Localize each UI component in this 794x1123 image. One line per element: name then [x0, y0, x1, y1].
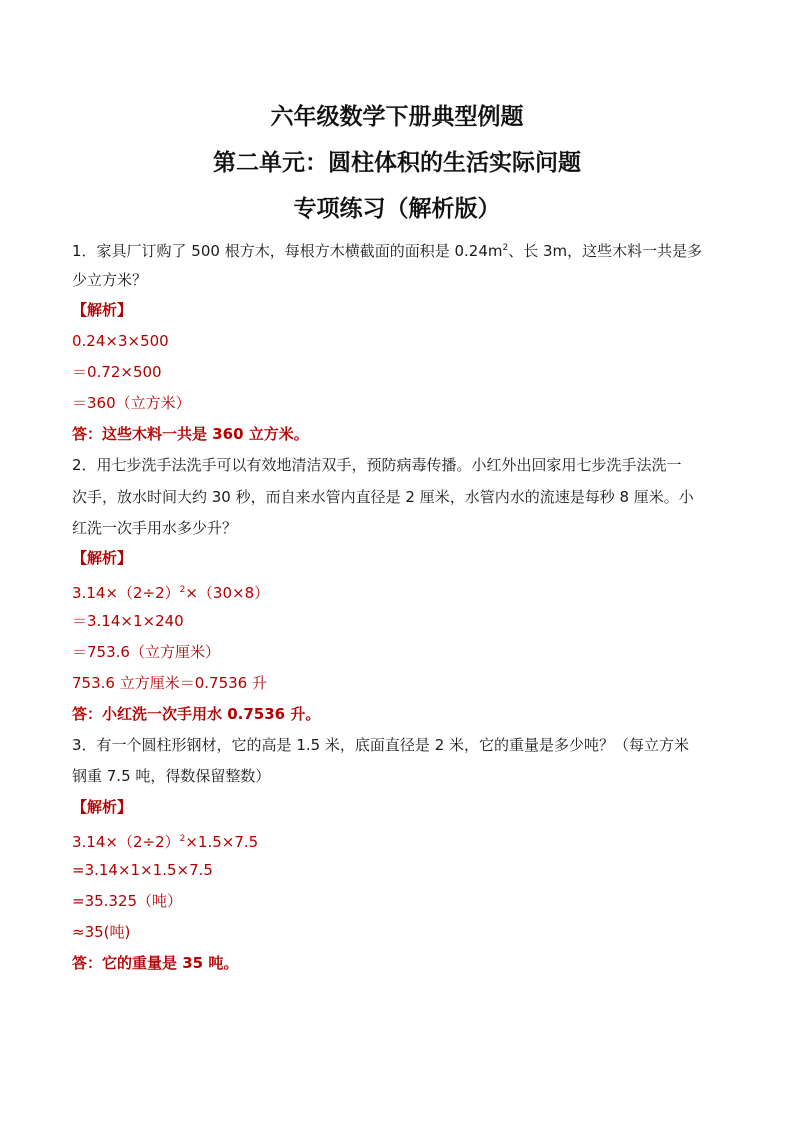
q3-step-1	[72, 829, 258, 852]
q2-step1-a: 3.14×（2÷2）	[72, 584, 180, 602]
q2-answer: 答：小红洗一次手用水 0.7536 升。	[72, 705, 321, 723]
q1-question-line1	[72, 238, 702, 261]
title-sub: 专项练习（解析版）	[293, 196, 501, 222]
q2-step-1	[72, 580, 269, 603]
q1-step: 0.24×3×500	[72, 332, 169, 350]
q3-question-line2: 钢重 7.5 吨，得数保留整数）	[72, 767, 271, 785]
q2-step: ＝753.6（立方厘米）	[72, 643, 220, 661]
q2-question-line2: 次手，放水时间大约 30 秒，而自来水管内直径是 2 厘米，水管内水的流速是每秒 8 厘米。小	[72, 488, 694, 506]
q3-question-line1: 3．有一个圆柱形钢材，它的高是 1.5 米，底面直径是 2 米，它的重量是多少吨？（每立方米	[72, 736, 690, 754]
q1-q-text-a: 1．家具厂订购了 500 根方木，每根方木横截面的面积是 0.24m	[72, 242, 503, 260]
q1-q-text-b: 、长 3m，这些木料一共是多	[508, 242, 703, 260]
q3-answer: 答：它的重量是 35 吨。	[72, 954, 239, 972]
q1-question-line2: 少立方米？	[72, 271, 148, 289]
q2-question-line3: 红洗一次手用水多少升？	[72, 519, 238, 537]
title-main: 六年级数学下册典型例题	[270, 104, 524, 130]
q2-step1-b: ×（30×8）	[185, 584, 270, 602]
q2-analysis-label: 【解析】	[72, 549, 133, 567]
q2-step1-sup: 2	[179, 585, 186, 595]
q2-step: 753.6 立方厘米＝0.7536 升	[72, 674, 267, 692]
q3-step: ≈35(吨)	[72, 923, 131, 941]
q1-q-sup: 2	[502, 243, 509, 253]
q1-step: ＝0.72×500	[72, 363, 162, 381]
q3-step1-sup: 2	[179, 834, 186, 844]
title-unit: 第二单元：圆柱体积的生活实际问题	[213, 150, 581, 176]
q3-step1-a: 3.14×（2÷2）	[72, 833, 180, 851]
q1-analysis-label: 【解析】	[72, 301, 133, 319]
q1-answer: 答：这些木料一共是 360 立方米。	[72, 425, 309, 443]
q3-step: =3.14×1×1.5×7.5	[72, 861, 213, 879]
q2-question-line1: 2．用七步洗手法洗手可以有效地清洁双手，预防病毒传播。小红外出回家用七步洗手法洗一	[72, 456, 682, 474]
q2-step: ＝3.14×1×240	[72, 612, 184, 630]
q1-step: ＝360（立方米）	[72, 394, 191, 412]
q3-step1-b: ×1.5×7.5	[185, 833, 259, 851]
q3-step: =35.325（吨）	[72, 892, 183, 910]
q3-analysis-label: 【解析】	[72, 798, 133, 816]
